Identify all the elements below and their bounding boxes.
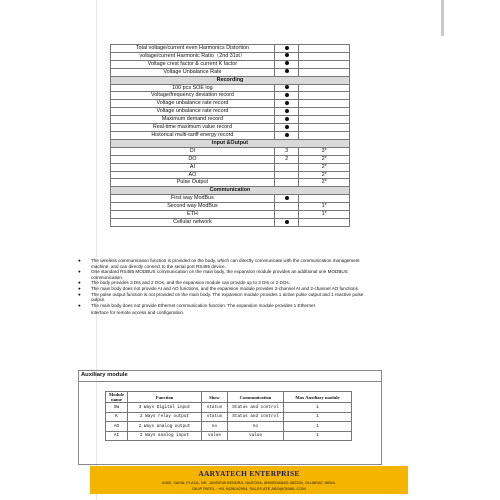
dot-icon xyxy=(285,196,289,200)
aux-cell: Status and control xyxy=(228,412,284,422)
note-continuation: interface for remote access and configuration. xyxy=(91,310,185,316)
spec-table xyxy=(110,44,350,227)
spec-row xyxy=(111,84,350,92)
note-item xyxy=(78,258,378,269)
body-support-cell xyxy=(274,211,299,219)
section-title: Communication xyxy=(111,187,350,195)
aux-cell: K xyxy=(106,412,128,422)
dot-icon xyxy=(285,133,289,137)
spec-row xyxy=(111,68,350,76)
aux-cell: AI xyxy=(106,431,128,441)
spec-row xyxy=(111,179,350,187)
aux-header-cell: Module name xyxy=(106,392,128,403)
dot-icon xyxy=(285,109,289,113)
aux-row xyxy=(106,431,352,441)
spec-label: Voltage Unbalance Rate xyxy=(111,68,275,76)
body-support-cell xyxy=(274,163,299,171)
module-support-cell xyxy=(299,60,350,68)
module-support-cell xyxy=(299,84,350,92)
module-support-cell xyxy=(299,68,350,76)
spec-row xyxy=(111,116,350,124)
body-support-cell xyxy=(274,218,299,226)
module-support-cell: 1* xyxy=(299,203,350,211)
aux-cell: value xyxy=(228,431,284,441)
module-support-cell: 1* xyxy=(299,211,350,219)
body-support-cell: 2 xyxy=(274,155,299,163)
note-item xyxy=(78,269,378,280)
spec-label: Total voltage/current even Harmonics Distortion xyxy=(111,45,275,53)
aux-cell: 3 Ways Digital input xyxy=(128,403,202,413)
spec-row xyxy=(111,171,350,179)
bullet-icon: ● xyxy=(78,285,81,291)
spec-label: Pulse Output xyxy=(111,179,275,187)
aux-row xyxy=(106,422,352,432)
aux-row xyxy=(106,403,352,413)
body-support-cell xyxy=(274,108,299,116)
module-support-cell xyxy=(299,100,350,108)
dot-icon xyxy=(285,125,289,129)
module-support-cell: 3* xyxy=(299,147,350,155)
spec-section-header xyxy=(111,76,350,84)
auxiliary-module-table xyxy=(105,391,352,441)
module-support-cell xyxy=(299,108,350,116)
aux-cell: SW xyxy=(106,403,128,413)
spec-label: Real-time maximum value record xyxy=(111,124,275,132)
spec-section-header xyxy=(111,139,350,147)
spec-label: AO xyxy=(111,171,275,179)
spec-label: Cellular network xyxy=(111,218,275,226)
aux-cell: no xyxy=(202,422,228,432)
spec-row xyxy=(111,203,350,211)
spec-label: Voltage unbalance rate record xyxy=(111,100,275,108)
dot-icon xyxy=(285,101,289,105)
bullet-icon: ● xyxy=(78,280,81,286)
spec-row xyxy=(111,218,350,226)
body-support-cell: 3 xyxy=(274,147,299,155)
spec-row xyxy=(111,52,350,60)
aux-cell: 2 Ways relay output xyxy=(128,412,202,422)
spec-label: DI xyxy=(111,147,275,155)
note-text: The main body does not provide AI and AO functions, and the expansion module provides 2-channel AI and 2-channel AO functions. xyxy=(91,285,360,291)
spec-row xyxy=(111,131,350,139)
spec-label: voltage/current Harmonic Ratio（2nd 31st） xyxy=(111,52,275,60)
module-support-cell xyxy=(299,124,350,132)
spec-label: Voltage/frequency deviation record xyxy=(111,92,275,100)
aux-cell: Status and control xyxy=(228,403,284,413)
module-support-cell xyxy=(299,218,350,226)
aux-header-cell: Function xyxy=(128,392,202,403)
spec-label: First way ModBus xyxy=(111,195,275,203)
spec-row xyxy=(111,147,350,155)
aux-cell: 2 Ways analog output xyxy=(128,422,202,432)
spec-label: Historical multi-tariff energy record xyxy=(111,131,275,139)
spec-row xyxy=(111,155,350,163)
bullet-icon: ● xyxy=(78,291,81,297)
auxiliary-module-title: Auxiliary module xyxy=(81,372,128,378)
bullet-icon: ● xyxy=(78,269,81,275)
aux-cell: 2 Ways analog input xyxy=(128,431,202,441)
note-item xyxy=(78,303,378,309)
spec-row xyxy=(111,195,350,203)
spec-label: AI xyxy=(111,163,275,171)
aux-cell: 1 xyxy=(284,422,352,432)
dot-icon xyxy=(285,46,289,50)
section-title: Recording xyxy=(111,76,350,84)
aux-cell: value xyxy=(202,431,228,441)
spec-row xyxy=(111,92,350,100)
spec-label: Voltage unbalance rate record xyxy=(111,108,275,116)
aux-cell: 1 xyxy=(284,431,352,441)
aux-cell: AO xyxy=(106,422,128,432)
module-support-cell xyxy=(299,116,350,124)
body-support-cell xyxy=(274,52,299,60)
dot-icon xyxy=(285,85,289,89)
body-support-cell xyxy=(274,131,299,139)
aux-header-cell: Max Auxiliary module xyxy=(284,392,352,403)
body-support-cell xyxy=(274,92,299,100)
company-contact: DILIP PATEL : +91 9426042954, SALES.ATE.ABD@GMAIL.COM xyxy=(192,486,306,491)
module-support-cell xyxy=(299,195,350,203)
spec-label: ETH xyxy=(111,211,275,219)
module-support-cell: 2* xyxy=(299,155,350,163)
company-name: AARYATECH ENTERPRISE xyxy=(198,469,300,478)
body-support-cell xyxy=(274,195,299,203)
aux-header-cell: Communication xyxy=(228,392,284,403)
spec-label: Maximum demand record xyxy=(111,116,275,124)
body-support-cell xyxy=(274,84,299,92)
aux-cell: 1 xyxy=(284,412,352,422)
spec-row xyxy=(111,45,350,53)
aux-cell: no xyxy=(228,422,284,432)
dot-icon xyxy=(285,93,289,97)
note-text: The body provides 3 DIs and 2 DOs, and the expansion module can provide up to 3 DIs or 2 DOs. xyxy=(91,280,290,286)
spec-row xyxy=(111,163,350,171)
note-text: The wireless communication function is provided on the body, which can directly communicate with the communication management machine, and can directly connect to the serial port RS485 device. xyxy=(91,258,360,269)
note-text: One standard RS485 MODBUS communication on the main body, the expansion module provides an additional one MODBUS communication. xyxy=(91,269,348,280)
module-support-cell: 2* xyxy=(299,179,350,187)
note-item xyxy=(78,292,378,303)
aux-cell: status xyxy=(202,412,228,422)
corner-mark xyxy=(441,0,444,36)
module-support-cell xyxy=(299,92,350,100)
module-support-cell xyxy=(299,52,350,60)
dot-icon xyxy=(285,53,289,57)
spec-row xyxy=(111,124,350,132)
module-support-cell xyxy=(299,131,350,139)
body-support-cell xyxy=(274,60,299,68)
spec-row xyxy=(111,211,350,219)
spec-label: Second way ModBus xyxy=(111,203,275,211)
footer-banner xyxy=(90,466,408,494)
spec-label: Voltage crest factor & current K factor xyxy=(111,60,275,68)
body-support-cell xyxy=(274,124,299,132)
dot-icon xyxy=(285,61,289,65)
notes-list xyxy=(78,258,378,316)
body-support-cell xyxy=(274,203,299,211)
body-support-cell xyxy=(274,116,299,124)
spec-label: DO xyxy=(111,155,275,163)
spec-row xyxy=(111,108,350,116)
dot-icon xyxy=(285,220,289,224)
module-support-cell xyxy=(299,45,350,53)
note-text: The main body does not provide Ethernet communication function. The expansion module provides 1 Ethernet xyxy=(91,302,315,308)
body-support-cell xyxy=(274,45,299,53)
auxiliary-title-divider xyxy=(79,381,381,382)
section-title: Input &Output xyxy=(111,139,350,147)
aux-cell: 1 xyxy=(284,403,352,413)
body-support-cell xyxy=(274,100,299,108)
spec-row xyxy=(111,100,350,108)
aux-header-cell: Show xyxy=(202,392,228,403)
bullet-icon: ● xyxy=(78,302,81,308)
company-address: A302, SAFAL PLAZA, NR. JANSEVA KENDRA, NARODA, AHMEDABAD-382330, GUJARAT, INDIA. xyxy=(162,480,336,485)
auxiliary-module-box xyxy=(78,370,382,465)
aux-cell: status xyxy=(202,403,228,413)
body-support-cell xyxy=(274,179,299,187)
bullet-icon: ● xyxy=(78,258,81,263)
body-support-cell xyxy=(274,171,299,179)
module-support-cell: 2* xyxy=(299,171,350,179)
body-support-cell xyxy=(274,68,299,76)
spec-section-header xyxy=(111,187,350,195)
aux-row xyxy=(106,412,352,422)
dot-icon xyxy=(285,69,289,73)
dot-icon xyxy=(285,117,289,121)
spec-row xyxy=(111,60,350,68)
spec-label: 100 pcs SOE log xyxy=(111,84,275,92)
module-support-cell: 2* xyxy=(299,163,350,171)
note-text: The pulse output function is not provided on the main body. The expansion module provides 1 active pulse output and 1 reactive pulse output. xyxy=(91,291,364,303)
